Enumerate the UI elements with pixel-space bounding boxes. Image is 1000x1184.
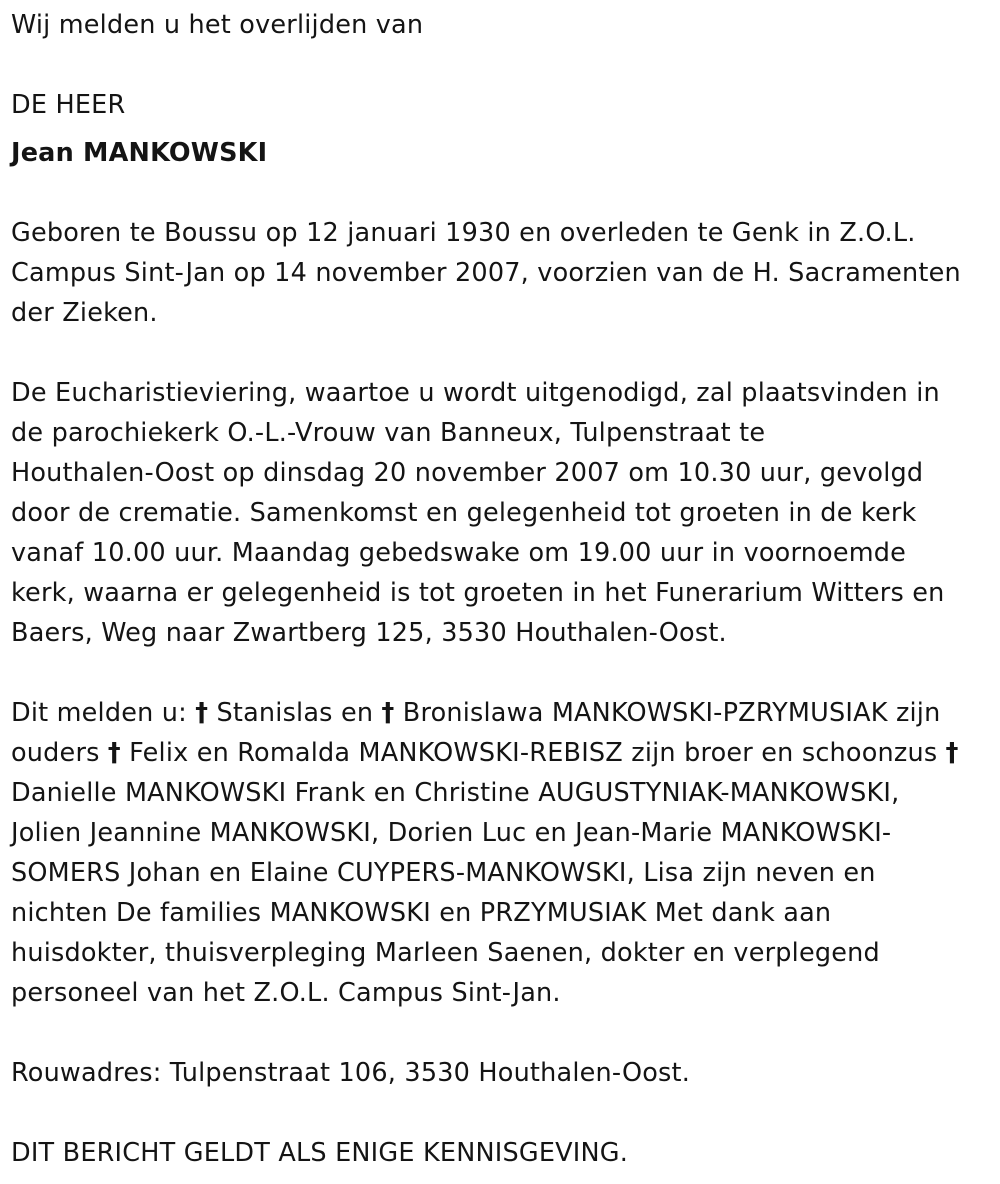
- cross-icon: †: [945, 738, 959, 768]
- family-line: Jolien Jeannine MANKOWSKI, Dorien Luc en Jean-Marie MANKOWSKI-: [11, 818, 892, 848]
- service-paragraph: [11, 373, 945, 653]
- family-text: ouders: [11, 738, 108, 768]
- closing-statement: DIT BERICHT GELDT ALS ENIGE KENNISGEVING.: [11, 1138, 629, 1168]
- service-line: De Eucharistieviering, waartoe u wordt uitgenodigd, zal plaatsvinden in: [11, 378, 940, 408]
- family-line: SOMERS Johan en Elaine CUYPERS-MANKOWSKI, Lisa zijn neven en: [11, 858, 876, 888]
- family-line: nichten De families MANKOWSKI en PRZYMUSIAK Met dank aan: [11, 898, 832, 928]
- family-line: [11, 693, 959, 733]
- birth-line: Geboren te Boussu op 12 januari 1930 en overleden te Genk in Z.O.L.: [11, 218, 916, 248]
- cross-icon: †: [107, 738, 121, 768]
- service-line: vanaf 10.00 uur. Maandag gebedswake om 19.00 uur in voornoemde: [11, 538, 907, 568]
- family-line: [11, 733, 959, 773]
- service-line: de parochiekerk O.-L.-Vrouw van Banneux, Tulpenstraat te: [11, 418, 766, 448]
- family-line: Danielle MANKOWSKI Frank en Christine AUGUSTYNIAK-MANKOWSKI,: [11, 778, 900, 808]
- cross-icon: †: [195, 698, 209, 728]
- service-line: Houthalen-Oost op dinsdag 20 november 2007 om 10.30 uur, gevolgd: [11, 458, 924, 488]
- family-line: personeel van het Z.O.L. Campus Sint-Jan.: [11, 978, 561, 1008]
- title-text: DE HEER: [11, 90, 126, 120]
- family-text: Felix en Romalda MANKOWSKI-REBISZ zijn broer en schoonzus: [120, 738, 946, 768]
- family-line: huisdokter, thuisverpleging Marleen Saenen, dokter en verplegend: [11, 938, 880, 968]
- service-line: Baers, Weg naar Zwartberg 125, 3530 Houthalen-Oost.: [11, 618, 727, 648]
- service-line: kerk, waarna er gelegenheid is tot groeten in het Funerarium Witters en: [11, 578, 945, 608]
- mourning-address: Rouwadres: Tulpenstraat 106, 3530 Houthalen-Oost.: [11, 1058, 691, 1088]
- family-paragraph: [11, 693, 959, 1013]
- family-text: Stanislas en: [208, 698, 382, 728]
- birth-line: der Zieken.: [11, 298, 158, 328]
- family-text: Bronislawa MANKOWSKI-PZRYMUSIAK zijn: [394, 698, 941, 728]
- deceased-name: Jean MANKOWSKI: [11, 138, 268, 168]
- family-text: Dit melden u:: [11, 698, 196, 728]
- intro-text: Wij melden u het overlijden van: [11, 10, 424, 40]
- birth-line: Campus Sint-Jan op 14 november 2007, voorzien van de H. Sacramenten: [11, 258, 961, 288]
- service-line: door de crematie. Samenkomst en gelegenheid tot groeten in de kerk: [11, 498, 917, 528]
- birth-paragraph: [11, 213, 961, 333]
- cross-icon: †: [381, 698, 395, 728]
